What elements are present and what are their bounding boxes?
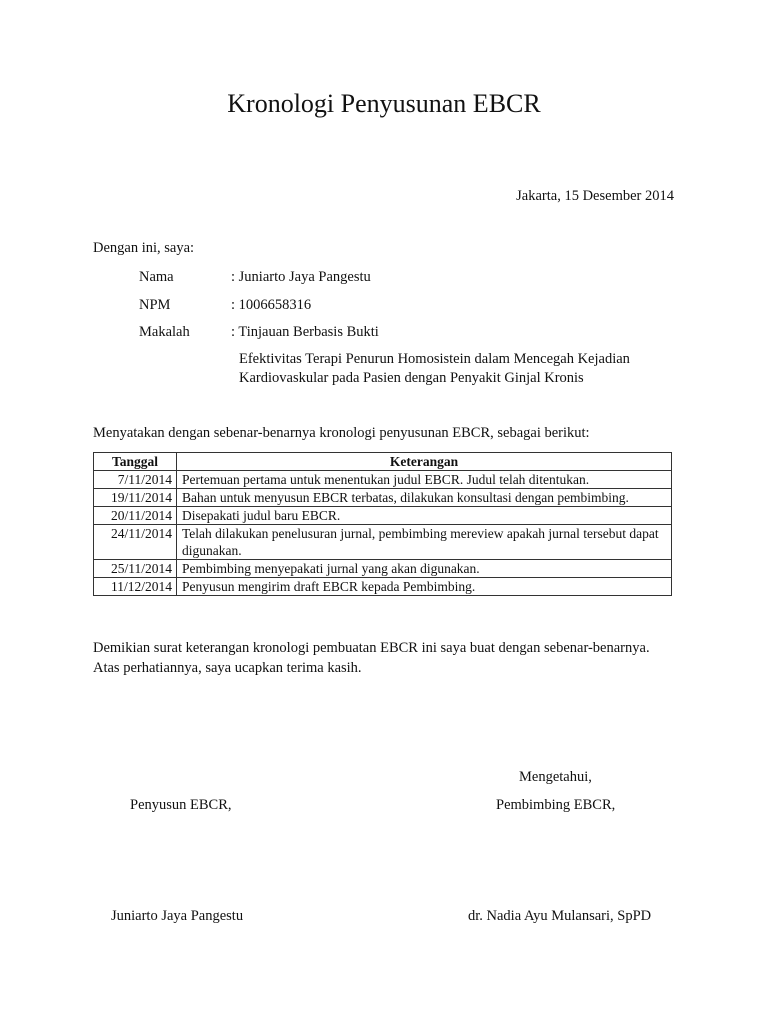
supervisor-name: dr. Nadia Ayu Mulansari, SpPD <box>468 908 652 924</box>
header-date: Tanggal <box>94 453 177 471</box>
author-name: Juniarto Jaya Pangestu <box>111 908 244 924</box>
table-header-row <box>94 453 672 471</box>
field-label: NPM <box>139 297 171 313</box>
row-description: Pembimbing menyepakati jurnal yang akan digunakan. <box>177 560 672 578</box>
statement-text: Menyatakan dengan sebenar-benarnya kronologi penyusunan EBCR, sebagai berikut: <box>93 425 590 441</box>
table-row <box>94 507 672 525</box>
table-row <box>94 471 672 489</box>
supervisor-role: Pembimbing EBCR, <box>496 797 616 813</box>
makalah-title: Efektivitas Terapi Penurun Homosistein dalam Mencegah Kejadian Kardiovaskular pada Pasien dengan Penyakit Ginjal Kronis <box>239 351 630 386</box>
row-date: 7/11/2014 <box>94 471 177 489</box>
document-title: Kronologi Penyusunan EBCR <box>227 89 541 118</box>
author-role: Penyusun EBCR, <box>130 797 232 813</box>
table-row <box>94 525 672 560</box>
row-description: Penyusun mengirim draft EBCR kepada Pembimbing. <box>177 578 672 596</box>
row-description: Disepakati judul baru EBCR. <box>177 507 672 525</box>
row-date: 11/12/2014 <box>94 578 177 596</box>
header-description: Keterangan <box>177 453 672 471</box>
field-value: : Tinjauan Berbasis Bukti <box>231 324 379 340</box>
field-value: : Juniarto Jaya Pangestu <box>231 269 371 285</box>
table-row <box>94 560 672 578</box>
row-description: Bahan untuk menyusun EBCR terbatas, dilakukan konsultasi dengan pembimbing. <box>177 489 672 507</box>
place-date: Jakarta, 15 Desember 2014 <box>516 188 674 204</box>
field-label: Nama <box>139 269 174 285</box>
field-value: : 1006658316 <box>231 297 312 313</box>
row-date: 24/11/2014 <box>94 525 177 560</box>
closing-paragraph: Demikian surat keterangan kronologi pembuatan EBCR ini saya buat dengan sebenar-benarnya. Atas perhatiannya, saya ucapkan terima kasih. <box>93 640 650 676</box>
table-row <box>94 489 672 507</box>
acknowledged-label: Mengetahui, <box>519 769 592 785</box>
table-row <box>94 578 672 596</box>
row-date: 25/11/2014 <box>94 560 177 578</box>
row-description: Pertemuan pertama untuk menentukan judul EBCR. Judul telah ditentukan. <box>177 471 672 489</box>
field-label: Makalah <box>139 324 190 340</box>
row-date: 20/11/2014 <box>94 507 177 525</box>
row-date: 19/11/2014 <box>94 489 177 507</box>
row-description: Telah dilakukan penelusuran jurnal, pembimbing mereview apakah jurnal tersebut dapat digunakan. <box>177 525 672 560</box>
intro-text: Dengan ini, saya: <box>93 240 195 256</box>
chronology-table <box>93 452 672 596</box>
